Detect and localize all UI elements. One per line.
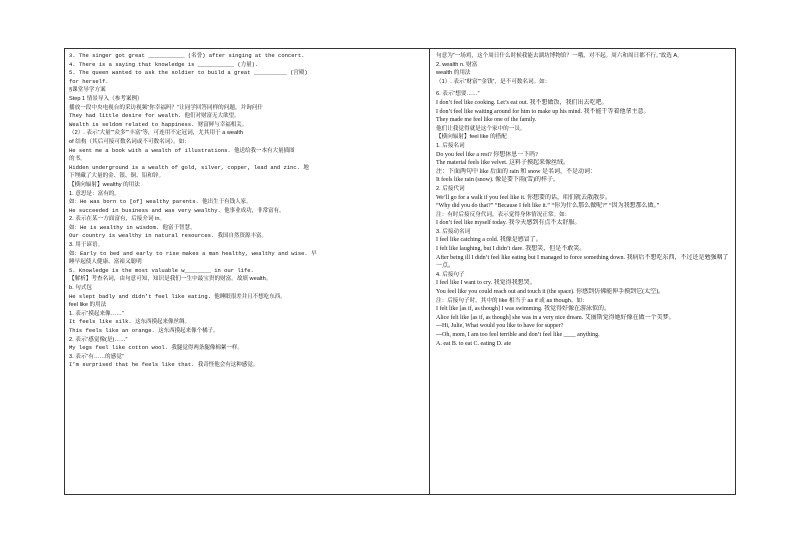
vocab-heading: 2. wealth n. 财富 xyxy=(436,61,478,68)
example-line: We’ll go for a walk if you feel like it. 你想要的话，咱们就去散散步。 xyxy=(436,194,611,201)
example-line: 如：He is wealthy in wisdom. 他富于智慧。 xyxy=(69,223,196,231)
exercise-options: A. eat B. to eat C. eating D. ate xyxy=(436,340,511,347)
text-line: 3. 表示“有……的感觉” xyxy=(69,353,124,360)
exercise-line: 5. Knowledge is the most valuable w________ in our life. xyxy=(69,266,254,274)
text-line: 1. 意思是：富有的。 xyxy=(69,190,120,197)
example-line: My legs feel like cotton wool. 我腿觉得两条腿像棉絮一样。 xyxy=(69,344,243,352)
text-line: 1. 后接名词 xyxy=(436,142,465,149)
example-line: He sent me a book with a wealth of illustrations. 他送给我一本有大量插图 xyxy=(69,146,295,154)
exercise-line: 5. The queen wanted to ask the soldier to build a great __________ (宫殿) xyxy=(69,69,308,77)
example-line: 如：He was born to [of] wealthy parents. 他出生于有钱人家。 xyxy=(69,198,252,206)
exercise-line: 4. There is a saying that knowledge is ___________ (力量). xyxy=(69,60,259,68)
text-line: 3. 后接动名词 xyxy=(436,228,471,235)
text-line: 2. 表示在某一方面富有，后接介词 in。 xyxy=(69,216,166,223)
subsection-heading: feel like 的用法 xyxy=(69,302,107,309)
step-heading: Step 1 情景导入（参考案例） xyxy=(69,95,143,102)
text-line: 3. 用于谚语。 xyxy=(69,242,104,249)
text-line: 2. 后接代词 xyxy=(436,185,465,192)
exercise-line: for herself. xyxy=(69,77,109,85)
example-line: I don’t feel like cooking. Let’s eat out. 我不想做饭，我们出去吃吧。 xyxy=(436,99,608,106)
example-line: They had little desire for wealth. 他们对财富无大欲望。 xyxy=(69,112,240,120)
example-line: “Why did you do that?” “Because I felt like it.” “你为什么那么做呢?” “因为我想那么做。” xyxy=(436,203,660,210)
example-line: I don’t feel like myself today. 我今天感到有点不太舒服。 xyxy=(436,220,581,227)
example-line: He succeeded in business and was very wealthy. 他事业成功，非常富有。 xyxy=(69,206,285,214)
text-line: 他们让我觉得就是这个家中的一员。 xyxy=(436,125,526,132)
exercise-line: ---Oh, mom, I am too feel terrible and don’t feel like ____ anything. xyxy=(436,332,600,338)
text-line: 睡早起使人健康、富裕又聪明 xyxy=(69,259,142,266)
section-heading: §课堂导学方案 xyxy=(69,87,106,94)
text-line: 4. 后接句子 xyxy=(436,271,465,278)
example-line: Wealth is seldom related to happiness. 财富鲜与幸福相关。 xyxy=(69,120,248,128)
subsection-heading: wealth 的用法 xyxy=(436,70,471,77)
subsection-heading: 【横向辐射】feel like 的搭配 xyxy=(436,134,507,141)
example-line: I feel like I want to cry. 我觉得我想哭。 xyxy=(436,280,536,287)
note-line: 注：有时后接反身代词，表示觉得身体情况正常。如： xyxy=(436,211,571,218)
subsection-heading: 【横向辐射】wealthy 的用法 xyxy=(69,181,140,188)
note-line: 注：后接句子时，其中的 like 相当于 as if 或 as though。如： xyxy=(436,297,588,304)
example-line: 如：Early to bed and early to rise makes a man healthy, wealthy and wise. 早 xyxy=(69,249,317,257)
example-line: It feels like rain (snow). 像是要下雨(雪)的样子。 xyxy=(436,177,559,184)
analysis-line: 【解析】考查名词，由句意可知，知识是我们一生中最宝贵的财富。故填 wealth。 xyxy=(69,276,272,283)
example-line: I don’t feel like waiting around for him to make up his mind. 我不能干等着他拿主意。 xyxy=(436,108,650,115)
example-line: He slept badly and didn’t feel like eating. 他睡眠很差并且不想吃东西。 xyxy=(69,292,286,300)
example-line: You feel like you could reach out and touch it (the space). 你感到仿佛能伸手摸到它(太空)。 xyxy=(436,289,665,296)
example-line: This feels like an orange. 这东西摸起来像个橘子。 xyxy=(69,327,219,334)
example-line: It feels like silk. 这东西摸起来像丝绸。 xyxy=(69,318,191,326)
text-line: （2）. 表示“大量”“众多”“丰富”等，可连用不定冠词，尤其用于 a wealth xyxy=(69,130,244,137)
example-line: I’m surprised that he feels like that. 我奇怪他会有这种感觉。 xyxy=(69,361,259,369)
text-line: 2. 表示“感觉像(是)……” xyxy=(69,336,128,343)
exercise-line: 3. The singer got great ___________ (名誉) after singing at the concert. xyxy=(69,52,305,59)
answer-note: 句意为“一场鸡，这个周日什么时候我能去湖坊博物馆？一哦，对不起。周六和周日都不行。”故选 A。 xyxy=(436,53,683,59)
example-line: I felt like [as if, as though] I was swimming. 我觉得好像在游泳似的。 xyxy=(436,306,610,313)
left-column xyxy=(69,52,423,370)
text-line: 下埋藏了大量的金、银、铜、铅和锌。 xyxy=(69,173,165,180)
text-line: 播放一段中央电视台的采访视频“你幸福吗？”让同学回答同样的问题，并询问什 xyxy=(69,104,263,111)
column-divider xyxy=(429,49,430,494)
example-line: Alice felt like [as if, as though] she was in a very nice dream. 艾丽斯觉得她好像在做一个美梦。 xyxy=(436,314,675,321)
text-line: 1. 表示“摸起来像……” xyxy=(69,310,124,317)
text-line: 的书。 xyxy=(69,156,86,163)
example-line: The material feels like velvet. 这料子摸起来像丝绒。 xyxy=(436,160,569,167)
text-line: of 结构（其后可接可数名词或不可数名词）。如： xyxy=(69,138,190,145)
right-column xyxy=(436,52,732,348)
document-sheet xyxy=(64,48,736,495)
example-line: They made me feel like one of the family. xyxy=(436,117,537,124)
text-line: 6. 表示“想要……” xyxy=(436,91,480,98)
example-line: I feel like catching a cold. 我像是感冒了。 xyxy=(436,237,542,244)
example-line: I felt like laughing, but I didn’t dare. 我想笑，但是不敢笑。 xyxy=(436,246,586,253)
example-line: Do you feel like a rest? 你想休息一下吗? xyxy=(436,151,538,158)
exercise-line: ---Hi, Julie, What would you like to have for supper? xyxy=(436,323,564,330)
example-line: Our country is wealthy in natural resources. 我国自然资源丰富。 xyxy=(69,232,268,240)
example-line: Hidden underground is a wealth of gold, silver, copper, lead and zinc. 地 xyxy=(69,163,309,171)
example-line: After being ill I didn’t feel like eating but I managed to force something down. 我病后不想吃东西，不过还是勉强咽了一点。 xyxy=(436,254,729,270)
text-line: （1）. 表示“财富”“金钱”，是不可数名词。如： xyxy=(436,78,551,85)
note-line: 注：下面两句中 like 后面的 rain 和 snow 是名词，不是动词： xyxy=(436,168,596,175)
text-line: b. 句式包 xyxy=(69,285,93,292)
